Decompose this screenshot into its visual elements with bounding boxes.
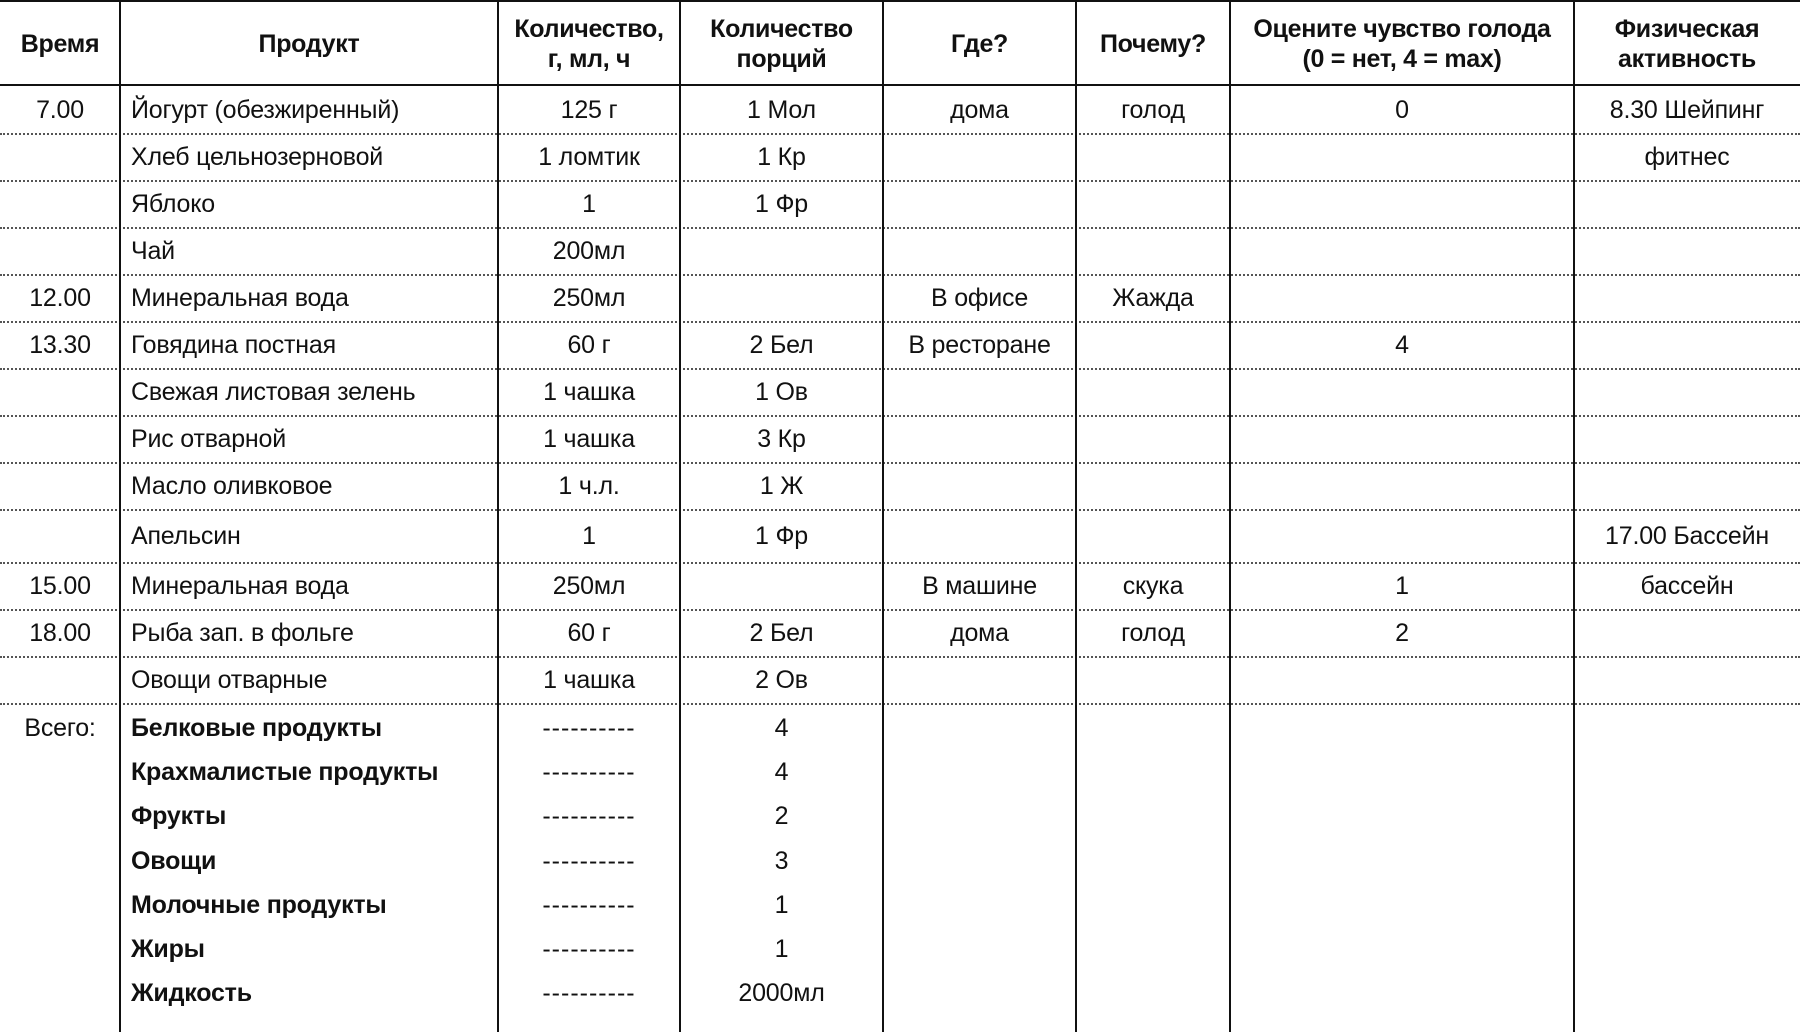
totals-product: Овощи xyxy=(131,846,217,875)
cell-product: Хлеб цельнозерновой xyxy=(131,143,384,171)
cell-time xyxy=(0,464,120,509)
cell-why xyxy=(1076,135,1230,180)
cell-hunger xyxy=(1230,370,1574,415)
header-quantity: Количество, г, мл, ч xyxy=(514,15,664,73)
totals-product: Молочные продукты xyxy=(131,890,387,919)
cell-portions: 1 Кр xyxy=(757,143,806,171)
totals-quantity: ---------- xyxy=(542,890,636,919)
cell-product: Яблоко xyxy=(131,190,215,218)
cell-where: дома xyxy=(950,619,1009,647)
totals-portions: 4 xyxy=(774,713,789,742)
totals-quantity: ---------- xyxy=(542,979,636,1008)
cell-quantity: 1 чашка xyxy=(543,378,635,406)
cell-hunger xyxy=(1230,276,1574,321)
cell-hunger: 2 xyxy=(1395,619,1409,647)
cell-portions xyxy=(680,276,883,321)
totals-label: Всего: xyxy=(24,713,96,742)
cell-why xyxy=(1076,658,1230,703)
cell-product: Овощи отварные xyxy=(131,666,328,694)
cell-time xyxy=(0,511,120,562)
table-row xyxy=(0,229,1800,276)
totals-row xyxy=(0,795,1800,839)
cell-time: 12.00 xyxy=(29,284,91,312)
cell-time xyxy=(0,229,120,274)
cell-portions: 2 Бел xyxy=(749,619,814,647)
cell-time: 18.00 xyxy=(29,619,91,647)
header-where: Где? xyxy=(950,30,1009,58)
table-row xyxy=(0,417,1800,464)
cell-product: Масло оливковое xyxy=(131,472,333,500)
cell-quantity: 250мл xyxy=(552,284,626,312)
cell-activity xyxy=(1574,611,1800,656)
totals-portions: 1 xyxy=(774,890,789,919)
table-row xyxy=(0,135,1800,182)
cell-where xyxy=(883,417,1076,462)
cell-portions: 1 Ж xyxy=(759,472,804,500)
cell-portions: 2 Бел xyxy=(749,331,814,359)
cell-hunger xyxy=(1230,182,1574,227)
cell-time xyxy=(0,417,120,462)
cell-activity: фитнес xyxy=(1644,143,1730,171)
cell-time: 13.30 xyxy=(29,331,91,359)
cell-why: голод xyxy=(1121,96,1185,124)
cell-activity xyxy=(1574,464,1800,509)
header-activity: Физическая активность xyxy=(1614,15,1760,73)
cell-where xyxy=(883,464,1076,509)
totals-portions: 1 xyxy=(774,935,789,964)
cell-time xyxy=(0,182,120,227)
cell-portions: 2 Ов xyxy=(755,666,808,694)
cell-hunger xyxy=(1230,511,1574,562)
table-row xyxy=(0,511,1800,564)
cell-activity xyxy=(1574,276,1800,321)
cell-where xyxy=(883,370,1076,415)
cell-activity: 17.00 Бассейн xyxy=(1605,522,1769,550)
totals-portions: 2 xyxy=(774,802,789,831)
cell-why: голод xyxy=(1121,619,1185,647)
cell-product: Апельсин xyxy=(131,522,241,550)
totals-row xyxy=(0,750,1800,794)
cell-hunger xyxy=(1230,135,1574,180)
header-portions: Количество порций xyxy=(710,15,853,73)
column-divider xyxy=(1229,0,1231,1032)
column-divider xyxy=(119,0,121,1032)
cell-product: Свежая листовая зелень xyxy=(131,378,416,406)
cell-why xyxy=(1076,464,1230,509)
cell-hunger xyxy=(1230,229,1574,274)
cell-why xyxy=(1076,182,1230,227)
table-row xyxy=(0,323,1800,370)
totals-quantity: ---------- xyxy=(542,713,636,742)
totals-quantity: ---------- xyxy=(542,846,636,875)
cell-why: скука xyxy=(1122,572,1184,600)
totals-row xyxy=(0,706,1800,750)
column-divider xyxy=(679,0,681,1032)
column-divider xyxy=(882,0,884,1032)
totals-row xyxy=(0,839,1800,883)
cell-quantity: 250мл xyxy=(552,572,626,600)
totals-quantity: ---------- xyxy=(542,802,636,831)
cell-why xyxy=(1076,370,1230,415)
cell-hunger xyxy=(1230,417,1574,462)
cell-where: дома xyxy=(950,96,1009,124)
cell-hunger xyxy=(1230,464,1574,509)
cell-product: Рис отварной xyxy=(131,425,286,453)
totals-portions: 2000мл xyxy=(738,979,825,1008)
cell-activity xyxy=(1574,229,1800,274)
cell-quantity: 200мл xyxy=(552,237,626,265)
table-row xyxy=(0,88,1800,135)
cell-product: Йогурт (обезжиренный) xyxy=(131,96,400,124)
totals-row xyxy=(0,972,1800,1016)
cell-activity xyxy=(1574,323,1800,368)
totals-row xyxy=(0,883,1800,927)
cell-activity xyxy=(1574,658,1800,703)
table-row xyxy=(0,611,1800,658)
cell-portions xyxy=(680,229,883,274)
cell-why xyxy=(1076,417,1230,462)
table-row xyxy=(0,370,1800,417)
cell-activity xyxy=(1574,370,1800,415)
cell-where xyxy=(883,135,1076,180)
cell-portions: 1 Мол xyxy=(747,96,816,124)
cell-hunger: 0 xyxy=(1395,96,1409,124)
table-row xyxy=(0,564,1800,611)
table-row xyxy=(0,276,1800,323)
cell-hunger xyxy=(1230,658,1574,703)
totals-quantity: ---------- xyxy=(542,935,636,964)
cell-activity xyxy=(1574,417,1800,462)
totals-portions: 3 xyxy=(774,846,789,875)
cell-product: Минеральная вода xyxy=(131,284,349,312)
cell-why xyxy=(1076,229,1230,274)
cell-quantity: 1 чашка xyxy=(543,425,635,453)
cell-why xyxy=(1076,511,1230,562)
cell-hunger: 1 xyxy=(1395,572,1409,600)
cell-activity: бассейн xyxy=(1640,572,1734,600)
cell-quantity: 1 ч.л. xyxy=(558,472,620,500)
column-divider xyxy=(497,0,499,1032)
cell-portions: 1 Фр xyxy=(755,190,808,218)
totals-row xyxy=(0,928,1800,972)
cell-where xyxy=(883,658,1076,703)
cell-quantity: 1 xyxy=(582,190,596,218)
header-why: Почему? xyxy=(1100,30,1206,58)
cell-portions xyxy=(680,564,883,609)
cell-product: Говядина постная xyxy=(131,331,336,359)
cell-product: Рыба зап. в фольге xyxy=(131,619,354,647)
table-row xyxy=(0,182,1800,229)
totals-product: Белковые продукты xyxy=(131,713,382,742)
column-divider xyxy=(1075,0,1077,1032)
header-product: Продукт xyxy=(258,30,360,58)
cell-time: 7.00 xyxy=(36,96,84,124)
cell-quantity: 1 чашка xyxy=(543,666,635,694)
cell-quantity: 1 xyxy=(582,522,596,550)
cell-time xyxy=(0,370,120,415)
totals-product: Жидкость xyxy=(131,979,252,1008)
cell-where: В ресторане xyxy=(908,331,1051,359)
totals-product: Крахмалистые продукты xyxy=(131,757,439,786)
totals-quantity: ---------- xyxy=(542,757,636,786)
cell-time xyxy=(0,658,120,703)
cell-product: Минеральная вода xyxy=(131,572,349,600)
cell-quantity: 60 г xyxy=(567,331,611,359)
cell-where xyxy=(883,229,1076,274)
cell-where: В офисе xyxy=(930,284,1029,312)
table-row xyxy=(0,464,1800,511)
cell-quantity: 125 г xyxy=(560,96,618,124)
totals-product: Фрукты xyxy=(131,802,227,831)
totals-portions: 4 xyxy=(774,757,789,786)
cell-activity xyxy=(1574,182,1800,227)
cell-why: Жажда xyxy=(1112,284,1194,312)
table-header xyxy=(0,0,1800,86)
header-time: Время xyxy=(20,30,100,58)
cell-portions: 3 Кр xyxy=(757,425,806,453)
cell-product: Чай xyxy=(131,237,175,265)
cell-where xyxy=(883,511,1076,562)
cell-hunger: 4 xyxy=(1395,331,1409,359)
cell-where xyxy=(883,182,1076,227)
cell-activity: 8.30 Шейпинг xyxy=(1609,96,1765,124)
cell-portions: 1 Ов xyxy=(755,378,808,406)
cell-time xyxy=(0,135,120,180)
cell-portions: 1 Фр xyxy=(755,522,808,550)
cell-quantity: 1 ломтик xyxy=(538,143,640,171)
cell-why xyxy=(1076,323,1230,368)
cell-quantity: 60 г xyxy=(567,619,611,647)
cell-where: В машине xyxy=(922,572,1037,600)
totals-product: Жиры xyxy=(131,935,205,964)
header-hunger: Оцените чувство голода (0 = нет, 4 = max) xyxy=(1253,15,1551,73)
cell-time: 15.00 xyxy=(29,572,91,600)
table-row xyxy=(0,658,1800,705)
column-divider xyxy=(1573,0,1575,1032)
